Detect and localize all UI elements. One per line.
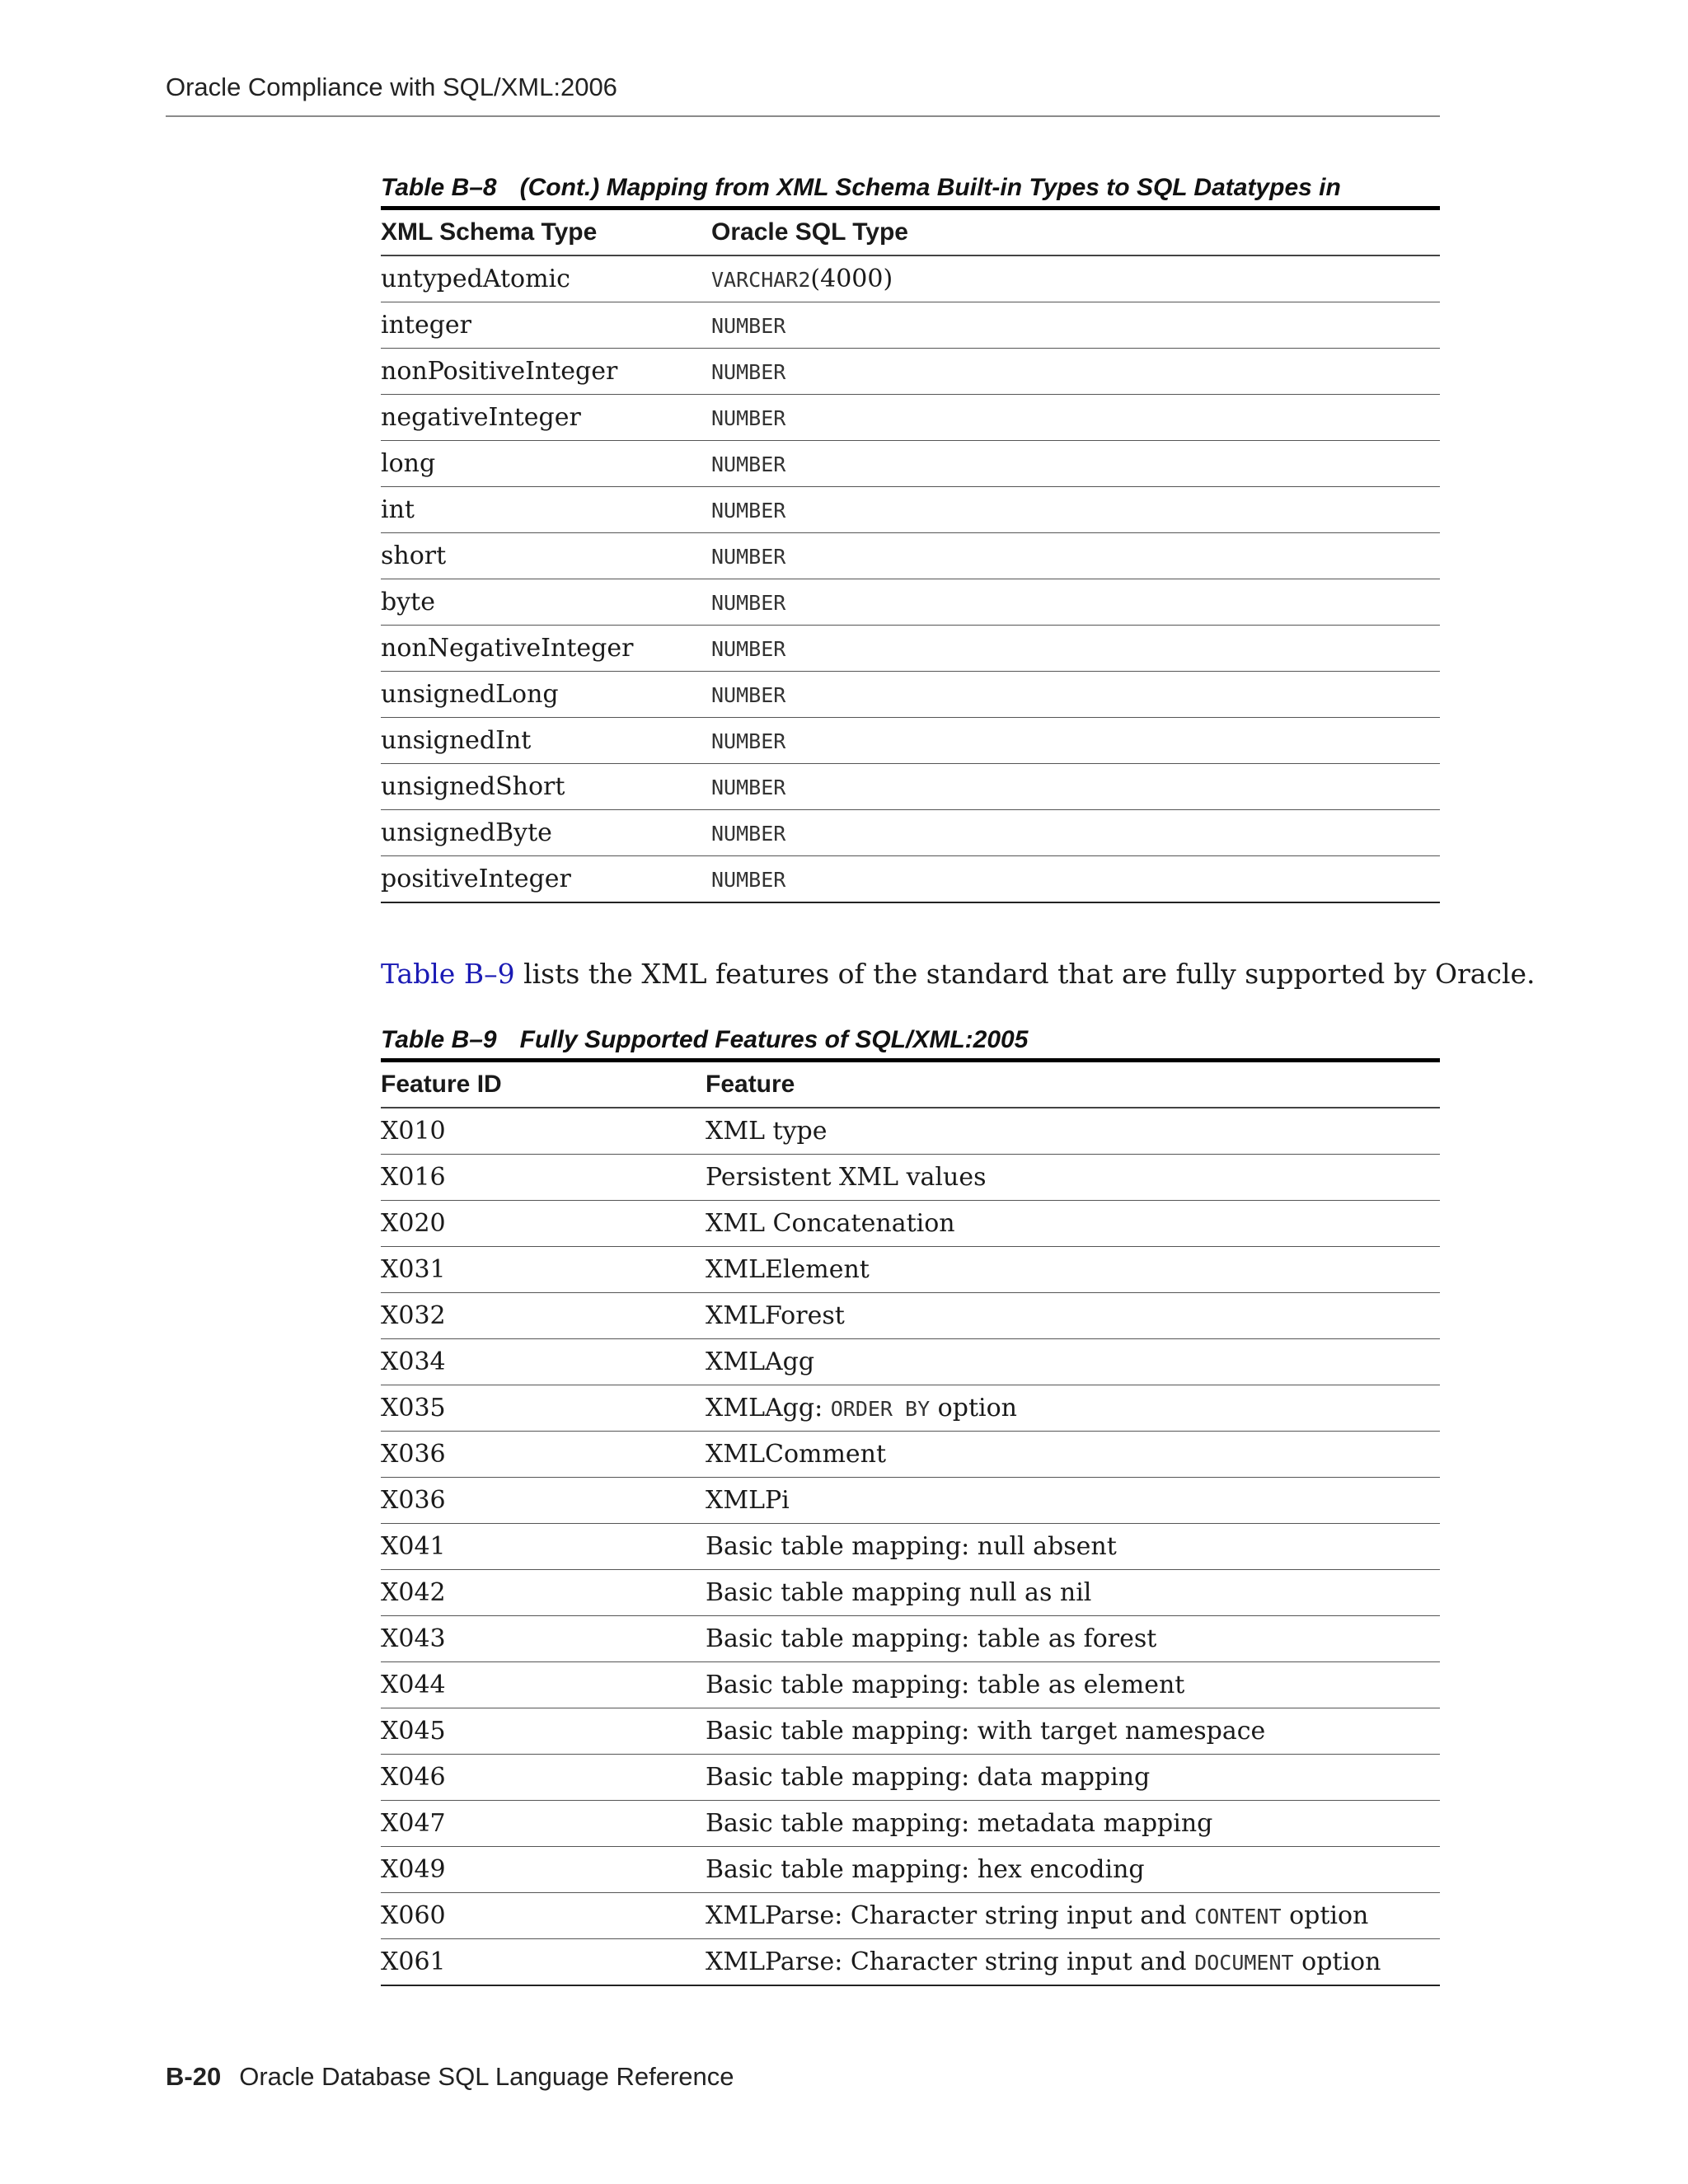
table-row <box>381 1708 1440 1755</box>
oracle-sql-type-cell <box>711 856 1440 903</box>
page-footer <box>166 2062 734 2092</box>
oracle-sql-type-cell <box>711 672 1440 718</box>
feature-id-cell: X031 <box>381 1247 706 1293</box>
feature-cell <box>706 1385 1440 1432</box>
feature-text: Basic table mapping: metadata mapping <box>706 1809 1213 1838</box>
running-header: Oracle Compliance with SQL/XML:2006 <box>166 73 617 101</box>
feature-id-cell: X035 <box>381 1385 706 1432</box>
feature-cell <box>706 1570 1440 1616</box>
table-row <box>381 395 1440 441</box>
feature-text: Basic table mapping: hex encoding <box>706 1855 1145 1884</box>
feature-text: XMLAgg: <box>706 1394 831 1422</box>
sql-type-code: NUMBER <box>711 729 786 753</box>
table-row <box>381 1939 1440 1986</box>
feature-code: DOCUMENT <box>1194 1951 1294 1975</box>
feature-id-cell: X041 <box>381 1524 706 1570</box>
feature-id-cell: X047 <box>381 1801 706 1847</box>
feature-cell <box>706 1201 1440 1247</box>
table-row <box>381 1293 1440 1339</box>
feature-id-cell: X046 <box>381 1755 706 1801</box>
oracle-sql-type-cell <box>711 718 1440 764</box>
feature-text: Basic table mapping: table as element <box>706 1671 1185 1699</box>
feature-text: Basic table mapping null as nil <box>706 1578 1092 1607</box>
feature-cell <box>706 1247 1440 1293</box>
feature-id-cell: X060 <box>381 1893 706 1939</box>
column-header: Feature ID <box>381 1062 706 1108</box>
table-b9-grid <box>381 1062 1440 1986</box>
table-b9-caption-number: Table B–9 <box>381 1026 497 1053</box>
table-row <box>381 441 1440 487</box>
feature-text: XMLComment <box>706 1440 887 1469</box>
feature-id-cell: X036 <box>381 1478 706 1524</box>
table-row <box>381 487 1440 533</box>
table-header-row <box>381 1062 1440 1108</box>
feature-text: XMLPi <box>706 1486 790 1515</box>
sql-type-suffix: (4000) <box>810 265 893 293</box>
table-row <box>381 626 1440 672</box>
feature-id-cell: X045 <box>381 1708 706 1755</box>
feature-cell <box>706 1108 1440 1155</box>
table-row <box>381 718 1440 764</box>
table-row <box>381 1201 1440 1247</box>
xml-schema-type-cell: byte <box>381 579 711 626</box>
table-row <box>381 1524 1440 1570</box>
feature-text: Persistent XML values <box>706 1163 987 1192</box>
table-b9-caption <box>381 1022 1440 1058</box>
intro-text: lists the XML features of the standard that are fully supported by Oracle. <box>514 958 1536 990</box>
oracle-sql-type-cell <box>711 395 1440 441</box>
feature-code: CONTENT <box>1194 1905 1282 1929</box>
xml-schema-type-cell: unsignedInt <box>381 718 711 764</box>
feature-text: XML Concatenation <box>706 1209 955 1238</box>
column-header: XML Schema Type <box>381 210 711 255</box>
sql-type-code: VARCHAR2 <box>711 268 811 292</box>
sql-type-code: NUMBER <box>711 776 786 799</box>
feature-cell <box>706 1847 1440 1893</box>
feature-cell <box>706 1708 1440 1755</box>
sql-type-code: NUMBER <box>711 637 786 661</box>
sql-type-code: NUMBER <box>711 499 786 523</box>
table-row <box>381 1893 1440 1939</box>
table-row <box>381 579 1440 626</box>
intro-paragraph <box>381 958 1535 990</box>
feature-id-cell: X044 <box>381 1662 706 1708</box>
sql-type-code: NUMBER <box>711 406 786 430</box>
feature-id-cell: X010 <box>381 1108 706 1155</box>
feature-text: XMLElement <box>706 1255 870 1284</box>
table-row <box>381 764 1440 810</box>
feature-id-cell: X034 <box>381 1339 706 1385</box>
xml-schema-type-cell: short <box>381 533 711 579</box>
table-row <box>381 1432 1440 1478</box>
xml-schema-type-cell: nonNegativeInteger <box>381 626 711 672</box>
oracle-sql-type-cell <box>711 441 1440 487</box>
table-b8-caption <box>381 170 1440 206</box>
feature-id-cell: X043 <box>381 1616 706 1662</box>
table-row <box>381 1801 1440 1847</box>
table-row <box>381 810 1440 856</box>
table-b9 <box>381 1022 1440 1986</box>
oracle-sql-type-cell <box>711 487 1440 533</box>
sql-type-code: NUMBER <box>711 314 786 338</box>
feature-cell <box>706 1155 1440 1201</box>
feature-cell <box>706 1339 1440 1385</box>
feature-text: XMLParse: Character string input and <box>706 1947 1195 1976</box>
feature-id-cell: X032 <box>381 1293 706 1339</box>
feature-text: Basic table mapping: with target namespace <box>706 1717 1266 1746</box>
xml-schema-type-cell: unsignedShort <box>381 764 711 810</box>
feature-cell <box>706 1616 1440 1662</box>
sql-type-code: NUMBER <box>711 545 786 569</box>
xml-schema-type-cell: unsignedLong <box>381 672 711 718</box>
table-b8 <box>381 170 1440 903</box>
book-title: Oracle Database SQL Language Reference <box>239 2062 734 2091</box>
feature-text-suffix: option <box>930 1394 1017 1422</box>
xml-schema-type-cell: positiveInteger <box>381 856 711 903</box>
oracle-sql-type-cell <box>711 626 1440 672</box>
oracle-sql-type-cell <box>711 302 1440 349</box>
xml-schema-type-cell: unsignedByte <box>381 810 711 856</box>
table-b9-link[interactable]: Table B–9 <box>381 958 515 990</box>
table-row <box>381 533 1440 579</box>
sql-type-code: NUMBER <box>711 591 786 615</box>
feature-id-cell: X016 <box>381 1155 706 1201</box>
oracle-sql-type-cell <box>711 810 1440 856</box>
feature-code: ORDER BY <box>830 1397 931 1421</box>
feature-cell <box>706 1755 1440 1801</box>
table-row <box>381 1155 1440 1201</box>
table-b8-grid <box>381 210 1440 903</box>
feature-cell <box>706 1524 1440 1570</box>
oracle-sql-type-cell <box>711 533 1440 579</box>
table-row <box>381 672 1440 718</box>
feature-id-cell: X036 <box>381 1432 706 1478</box>
table-row <box>381 255 1440 302</box>
table-row <box>381 1339 1440 1385</box>
feature-id-cell: X049 <box>381 1847 706 1893</box>
sql-type-code: NUMBER <box>711 452 786 476</box>
feature-text: XMLParse: Character string input and <box>706 1901 1195 1930</box>
feature-text-suffix: option <box>1281 1901 1369 1930</box>
table-b8-caption-number: Table B–8 <box>381 174 497 201</box>
table-row <box>381 1108 1440 1155</box>
sql-type-code: NUMBER <box>711 683 786 707</box>
table-b9-caption-title: Fully Supported Features of SQL/XML:2005 <box>519 1026 1029 1053</box>
table-row <box>381 1755 1440 1801</box>
table-row <box>381 1247 1440 1293</box>
header-rule <box>166 115 1440 117</box>
xml-schema-type-cell: untypedAtomic <box>381 255 711 302</box>
sql-type-code: NUMBER <box>711 822 786 846</box>
table-row <box>381 856 1440 903</box>
table-row <box>381 302 1440 349</box>
feature-text: XMLAgg <box>706 1347 815 1376</box>
table-row <box>381 1478 1440 1524</box>
table-row <box>381 349 1440 395</box>
table-row <box>381 1847 1440 1893</box>
feature-cell <box>706 1478 1440 1524</box>
oracle-sql-type-cell <box>711 764 1440 810</box>
table-header-row <box>381 210 1440 255</box>
feature-id-cell: X020 <box>381 1201 706 1247</box>
sql-type-code: NUMBER <box>711 360 786 384</box>
oracle-sql-type-cell <box>711 255 1440 302</box>
feature-text: XMLForest <box>706 1301 845 1330</box>
column-header: Oracle SQL Type <box>711 210 1440 255</box>
feature-id-cell: X042 <box>381 1570 706 1616</box>
oracle-sql-type-cell <box>711 579 1440 626</box>
feature-text: Basic table mapping: null absent <box>706 1532 1117 1561</box>
xml-schema-type-cell: negativeInteger <box>381 395 711 441</box>
feature-text-suffix: option <box>1293 1947 1381 1976</box>
oracle-sql-type-cell <box>711 349 1440 395</box>
table-row <box>381 1385 1440 1432</box>
xml-schema-type-cell: long <box>381 441 711 487</box>
xml-schema-type-cell: int <box>381 487 711 533</box>
sql-type-code: NUMBER <box>711 868 786 892</box>
column-header: Feature <box>706 1062 1440 1108</box>
feature-cell <box>706 1801 1440 1847</box>
feature-cell <box>706 1893 1440 1939</box>
page-number: B-20 <box>166 2062 222 2091</box>
table-b8-caption-title: (Cont.) Mapping from XML Schema Built-in Types to SQL Datatypes in <box>519 174 1341 201</box>
feature-cell <box>706 1432 1440 1478</box>
feature-id-cell: X061 <box>381 1939 706 1986</box>
feature-text: XML type <box>706 1117 828 1146</box>
feature-text: Basic table mapping: data mapping <box>706 1763 1151 1792</box>
xml-schema-type-cell: integer <box>381 302 711 349</box>
xml-schema-type-cell: nonPositiveInteger <box>381 349 711 395</box>
table-row <box>381 1570 1440 1616</box>
feature-text: Basic table mapping: table as forest <box>706 1624 1157 1653</box>
table-row <box>381 1616 1440 1662</box>
table-row <box>381 1662 1440 1708</box>
feature-cell <box>706 1293 1440 1339</box>
feature-cell <box>706 1662 1440 1708</box>
feature-cell <box>706 1939 1440 1986</box>
